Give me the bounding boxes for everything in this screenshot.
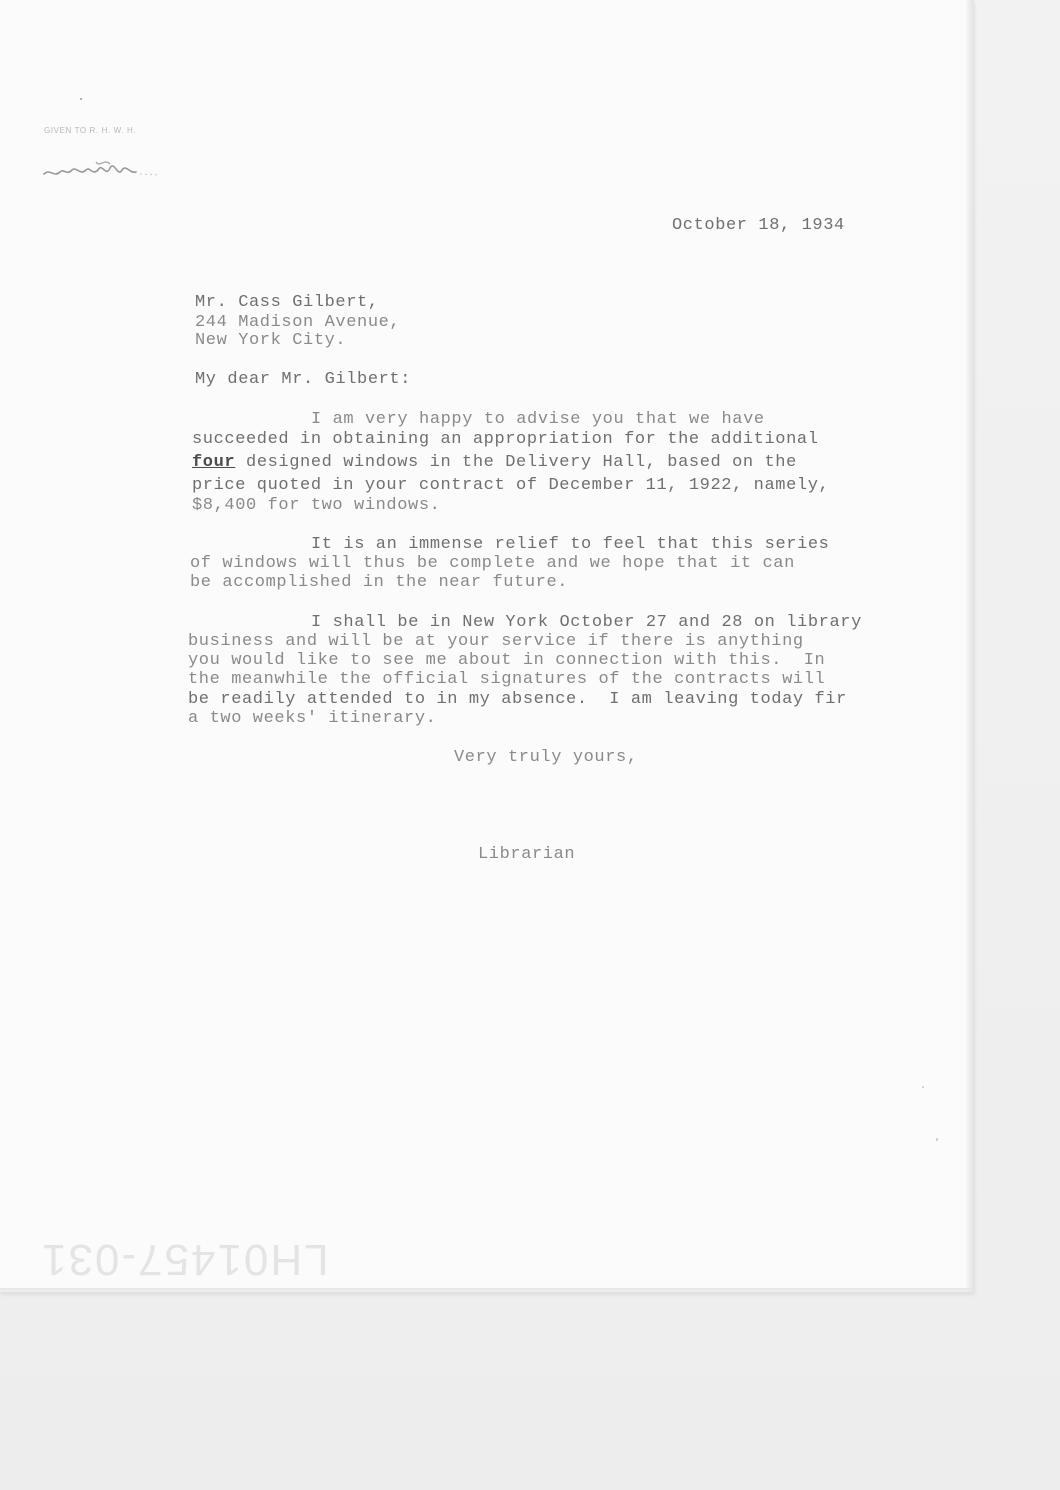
paper-speck [936, 1138, 938, 1141]
paragraph-1-line-1: I am very happy to advise you that we have [311, 410, 765, 429]
paragraph-2-line-2: of windows will thus be complete and we hope that it can [190, 554, 795, 573]
paragraph-3-line-3: you would like to see me about in connection with this. In [188, 651, 826, 670]
signature-title: Librarian [478, 845, 576, 864]
paragraph-3-line-6: a two weeks' itinerary. [188, 709, 437, 728]
paragraph-3-line-5: be readily attended to in my absence. I am leaving today fir [188, 690, 847, 709]
paragraph-3-line-4: the meanwhile the official signatures of the contracts will [188, 670, 826, 689]
ink-speck [80, 98, 82, 100]
paragraph-1-line-3-rest: designed windows in the Delivery Hall, based on the [235, 453, 797, 472]
handwritten-initials [40, 148, 180, 188]
emphasized-word: four [192, 453, 236, 472]
sheet-edge-shadow [966, 0, 974, 1292]
address-line-2: 244 Madison Avenue, [195, 313, 401, 332]
salutation: My dear Mr. Gilbert: [195, 370, 412, 389]
received-stamp: GIVEN TO R. H. W. H. [44, 126, 137, 135]
paragraph-1-line-3 [192, 453, 797, 472]
paragraph-3-line-2: business and will be at your service if there is anything [188, 632, 804, 651]
sheet-bottom-shadow [0, 1288, 972, 1296]
paragraph-1-line-2: succeeded in obtaining an appropriation for the additional [192, 430, 819, 449]
address-line-3: New York City. [195, 331, 347, 350]
paper-speck [922, 1086, 924, 1088]
address-line-1: Mr. Cass Gilbert, [195, 293, 379, 312]
paragraph-2-line-1: It is an immense relief to feel that this series [311, 535, 830, 554]
paragraph-1-line-5: $8,400 for two windows. [192, 496, 441, 515]
paragraph-1-line-4: price quoted in your contract of December 11, 1922, namely, [192, 476, 830, 495]
letter-date: October 18, 1934 [672, 216, 845, 235]
paragraph-2-line-3: be accomplished in the near future. [190, 573, 569, 592]
closing: Very truly yours, [454, 748, 638, 767]
archive-number-bleed: LH01457-031 [40, 1235, 329, 1284]
paragraph-3-line-1: I shall be in New York October 27 and 28 on library [311, 613, 862, 632]
